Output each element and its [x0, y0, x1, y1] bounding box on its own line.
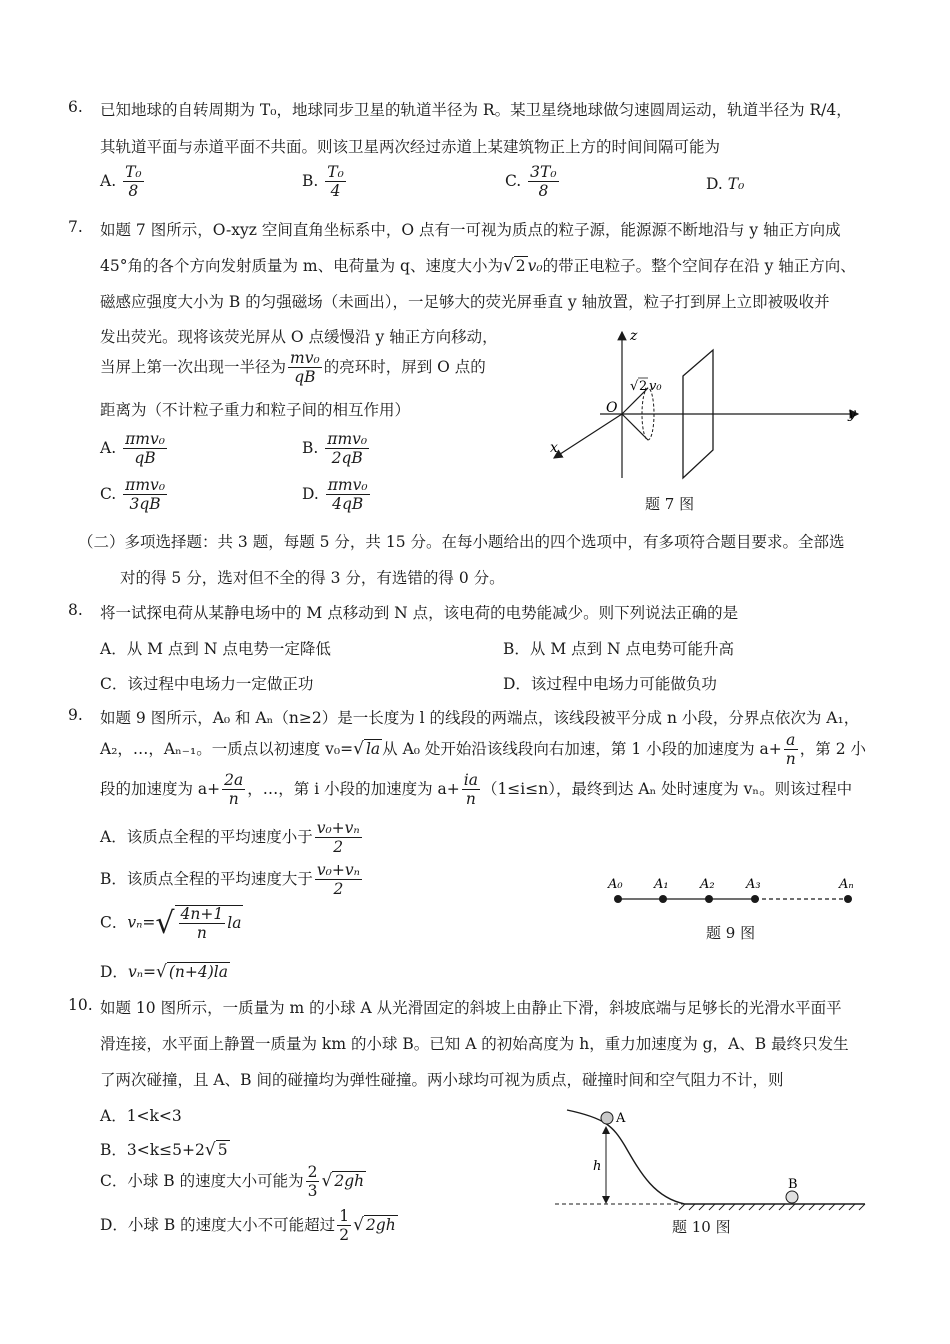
q9-stem-line2: [100, 732, 866, 768]
text-run: B．该质点全程的平均速度大于: [100, 869, 313, 888]
q9-option-b-fraction: [315, 862, 362, 898]
q6-option-b-fraction: [325, 164, 346, 200]
frac-numerator: 3T₀: [530, 163, 557, 181]
text-run: 45°角的各个方向发射质量为 m、电荷量为 q、速度大小为: [100, 257, 503, 275]
ball-b-label: B: [788, 1177, 798, 1192]
q8-option-b: B．从 M 点到 N 点电势可能升高: [503, 640, 735, 658]
frac-numerator: v₀+vₙ: [316, 819, 360, 837]
sqrt-content: la: [365, 739, 381, 758]
x-axis: [554, 414, 622, 458]
frac-denominator: n: [465, 790, 476, 809]
point-a3: [751, 895, 759, 903]
q10-option-a: A．1<k<3: [100, 1107, 182, 1125]
frac-numerator: 4n+1: [180, 905, 224, 923]
q6-option-a: [100, 164, 146, 200]
frac-denominator: 3: [307, 1182, 318, 1201]
ball-a-label: A: [616, 1111, 626, 1126]
text-run: （1≤i≤n），最终到达 Aₙ 处时速度为 vₙ。则该过程中: [481, 779, 853, 798]
q6-option-c: [505, 164, 561, 200]
q9-option-b: [100, 862, 364, 898]
point-a1: [659, 895, 667, 903]
q7-stem-line2: [100, 254, 856, 276]
section2-heading-line2: 对的得 5 分，选对但不全的得 3 分，有选错的得 0 分。: [120, 569, 505, 587]
q7-number: 7.: [68, 218, 83, 236]
q9-option-c: [100, 905, 243, 942]
q7-stem-line1: 如题 7 图所示，O-xyz 空间直角坐标系中，O 点有一可视为质点的粒子源，能源源不断地沿与 y 轴正方向成: [100, 221, 841, 239]
velocity-sqrt-symbol: √: [630, 379, 639, 394]
frac-numerator: ia: [463, 771, 478, 789]
text-run: D．小球 B 的速度大小不可能超过: [100, 1215, 336, 1234]
slope-curve: [567, 1110, 865, 1204]
q9-accel1-fraction: [784, 732, 798, 768]
sqrt-symbol: √: [502, 256, 514, 276]
q6-option-a-label: A.: [100, 171, 117, 190]
frac-denominator: qB: [134, 449, 156, 468]
x-axis-label: x: [550, 440, 558, 456]
q10-stem-line3: 了两次碰撞，且 A、B 间的碰撞均为弹性碰撞。两小球均可视为质点，碰撞时间和空气阻力不计，则: [100, 1071, 784, 1089]
frac-denominator: 4qB: [332, 495, 364, 514]
q10-option-d: [100, 1208, 398, 1244]
frac-numerator: 2: [307, 1163, 318, 1181]
text-run: vₙ=: [127, 913, 156, 932]
text-run: C．小球 B 的速度大小可能为: [100, 1171, 304, 1190]
label-an: Aₙ: [839, 877, 854, 892]
q7-stem-line6: 距离为（不计粒子重力和粒子间的相互作用）: [100, 401, 411, 419]
point-a0: [614, 895, 622, 903]
q8-number: 8.: [68, 601, 83, 619]
q8-option-c: C．该过程中电场力一定做正功: [100, 675, 314, 693]
q9-stem-line1: 如题 9 图所示，A₀ 和 Aₙ（n≥2）是一长度为 l 的线段的两端点，该线段被平分成 n 小段，分界点依次为 A₁，: [100, 709, 860, 727]
frac-denominator: n: [785, 750, 796, 769]
velocity-cone-lower: [622, 414, 648, 440]
q6-option-b: [302, 164, 348, 200]
q9-option-d: [100, 960, 230, 982]
q6-option-b-label: B.: [302, 171, 319, 190]
q9-option-a: [100, 820, 364, 856]
frac-numerator: 1: [339, 1207, 350, 1225]
q10-stem-line1: 如题 10 图所示，一质量为 m 的小球 A 从光滑固定的斜坡上由静止下滑，斜坡底端与足够长的光滑水平面平: [100, 999, 842, 1017]
sqrt-content: 2gh: [334, 1171, 365, 1190]
velocity-sqrt-content: 2: [639, 379, 648, 394]
q7-option-a-label: A.: [100, 438, 117, 457]
q9-option-c-fraction: [179, 906, 226, 942]
text-run: 的亮环时，屏到 O 点的: [323, 357, 486, 376]
frac-numerator: πmv₀: [327, 476, 368, 494]
frac-denominator: n: [228, 790, 239, 809]
sqrt-symbol: √: [353, 738, 364, 759]
q7-option-a: [100, 431, 169, 467]
q7-option-c: [100, 477, 169, 513]
sqrt-symbol: √: [353, 1214, 364, 1235]
frac-numerator: πmv₀: [327, 430, 368, 448]
q6-stem-line2: 其轨道平面与赤道平面不共面。则该卫星两次经过赤道上某建筑物正上方的时间间隔可能为: [100, 138, 721, 156]
text-run: 段的加速度为 a+: [100, 779, 221, 798]
q7-figure-caption: 题 7 图: [645, 495, 695, 513]
frac-numerator: πmv₀: [125, 476, 166, 494]
frac-numerator: a: [784, 732, 798, 750]
q10-option-c: [100, 1164, 366, 1200]
q9-option-a-fraction: [315, 820, 362, 856]
frac-numerator: T₀: [125, 163, 142, 181]
sqrt-symbol: √: [155, 962, 167, 982]
q7-option-b-label: B.: [302, 438, 319, 457]
q7-option-d-fraction: [326, 477, 370, 513]
sqrt-content: 2gh: [365, 1215, 396, 1234]
point-an: [844, 895, 852, 903]
text-run: 的带正电粒子。整个空间存在沿 y 轴正方向、: [542, 257, 856, 275]
y-axis-label: y: [848, 406, 856, 422]
ball-a: [601, 1112, 613, 1124]
sqrt-symbol: √: [204, 1140, 216, 1160]
q9-accel-i-fraction: [462, 772, 480, 808]
frac-numerator: mv₀: [290, 349, 320, 367]
sqrt-content: [175, 905, 244, 942]
q10-option-d-fraction: [337, 1208, 351, 1244]
frac-denominator: 3qB: [129, 495, 161, 514]
q9-stem-line3: [100, 772, 852, 808]
q6-option-d: [706, 175, 744, 193]
frac-denominator: 8: [128, 182, 139, 201]
q9-figure-caption: 题 9 图: [706, 924, 756, 942]
q10-number: 10.: [68, 996, 93, 1014]
z-axis-label: z: [630, 328, 638, 344]
label-a2: A₂: [700, 877, 715, 892]
q10-figure-caption: 题 10 图: [672, 1218, 731, 1236]
text-run: 从 A₀ 处开始沿该线段向右加速，第 1 小段的加速度为 a+: [382, 739, 782, 758]
frac-denominator: 8: [538, 182, 549, 201]
sqrt-symbol: √: [321, 1170, 333, 1191]
q10-option-c-fraction: [306, 1164, 320, 1200]
ground-hatching: [679, 1204, 865, 1210]
q6-option-d-text: T₀: [727, 175, 745, 193]
text-run: vₙ=: [127, 963, 156, 981]
q9-number: 9.: [68, 706, 83, 724]
text-run: A．该质点全程的平均速度小于: [100, 827, 313, 846]
q6-option-c-fraction: [528, 164, 558, 200]
sqrt-content: 2: [515, 257, 526, 275]
q7-option-a-fraction: [123, 431, 167, 467]
q6-option-c-label: C.: [505, 171, 522, 190]
height-label: h: [593, 1159, 602, 1174]
q7-figure: [540, 318, 870, 518]
text-run: C．: [100, 913, 128, 932]
frac-denominator: 4: [330, 182, 341, 201]
frac-numerator: πmv₀: [125, 430, 165, 448]
frac-numerator: v₀+vₙ: [316, 861, 360, 879]
text-run: A₂，…，Aₙ₋₁。一质点以初速度 v₀=: [100, 739, 354, 758]
frac-denominator: n: [196, 924, 207, 943]
q7-option-c-fraction: [123, 477, 167, 513]
text-run: D．: [100, 963, 128, 981]
q8-option-d: D．该过程中电场力可能做负功: [503, 675, 717, 693]
text-run: ，…，第 i 小段的加速度为 a+: [247, 779, 460, 798]
text-run: B．3<k≤5+2: [100, 1141, 205, 1159]
text-run: ，第 2 小: [799, 739, 866, 758]
text-run: la: [227, 913, 242, 932]
height-arrow-up: [602, 1126, 610, 1134]
q7-option-d: [302, 477, 372, 513]
q7-option-b-fraction: [325, 431, 369, 467]
frac-denominator: 2qB: [331, 449, 363, 468]
q7-radius-fraction: [288, 350, 322, 386]
label-a3: A₃: [746, 877, 761, 892]
height-arrow-down: [602, 1196, 610, 1204]
q6-stem-line1: 已知地球的自转周期为 T₀，地球同步卫星的轨道半径为 R。某卫星绕地球做匀速圆周运动，轨道半径为 R/4，: [100, 101, 852, 119]
frac-denominator: 2: [333, 880, 344, 899]
frac-numerator: T₀: [327, 163, 344, 181]
frac-denominator: 2: [333, 838, 344, 857]
label-a0: A₀: [608, 877, 623, 892]
q10-figure: [545, 1098, 875, 1216]
sqrt-content: 5: [217, 1141, 228, 1159]
q7-stem-line5: [100, 350, 486, 386]
q6-number: 6.: [68, 98, 83, 116]
q7-option-d-label: D.: [302, 484, 319, 503]
text-run: 当屏上第一次出现一半径为: [100, 357, 287, 376]
q9-accel2-fraction: [222, 772, 245, 808]
q7-stem-line3: 磁感应强度大小为 B 的匀强磁场（未画出），一足够大的荧光屏垂直 y 轴放置，粒子打到屏上立即被吸收并: [100, 293, 830, 311]
velocity-symbol: v₀: [527, 257, 543, 275]
origin-label: O: [606, 400, 618, 416]
frac-denominator: 2: [339, 1226, 350, 1245]
sqrt-symbol: √: [155, 905, 175, 941]
q6-option-d-label: D.: [706, 175, 723, 193]
q10-option-b: [100, 1138, 230, 1160]
q8-stem: 将一试探电荷从某静电场中的 M 点移动到 N 点，该电荷的电势能减少。则下列说法正确的是: [100, 604, 739, 622]
q7-stem-line4: 发出荧光。现将该荧光屏从 O 点缓慢沿 y 轴正方向移动，: [100, 328, 498, 346]
label-a1: A₁: [654, 877, 669, 892]
q6-option-a-fraction: [123, 164, 144, 200]
q10-stem-line2: 滑连接，水平面上静置一质量为 km 的小球 B。已知 A 的初始高度为 h，重力加速度为 g，A、B 最终只发生: [100, 1035, 849, 1053]
q8-option-a: A．从 M 点到 N 点电势一定降低: [100, 640, 331, 658]
velocity-label: v₀: [649, 379, 662, 394]
frac-numerator: 2a: [224, 771, 244, 789]
frac-denominator: qB: [294, 368, 316, 387]
q9-figure: [600, 872, 870, 917]
sqrt-content: (n+4)la: [168, 963, 228, 981]
q7-option-b: [302, 431, 371, 467]
point-a2: [705, 895, 713, 903]
q7-option-c-label: C.: [100, 484, 117, 503]
section2-heading-line1: （二）多项选择题：共 3 题，每题 5 分，共 15 分。在每小题给出的四个选项中，有多项符合题目要求。全部选: [78, 533, 845, 551]
ball-b: [786, 1191, 798, 1203]
